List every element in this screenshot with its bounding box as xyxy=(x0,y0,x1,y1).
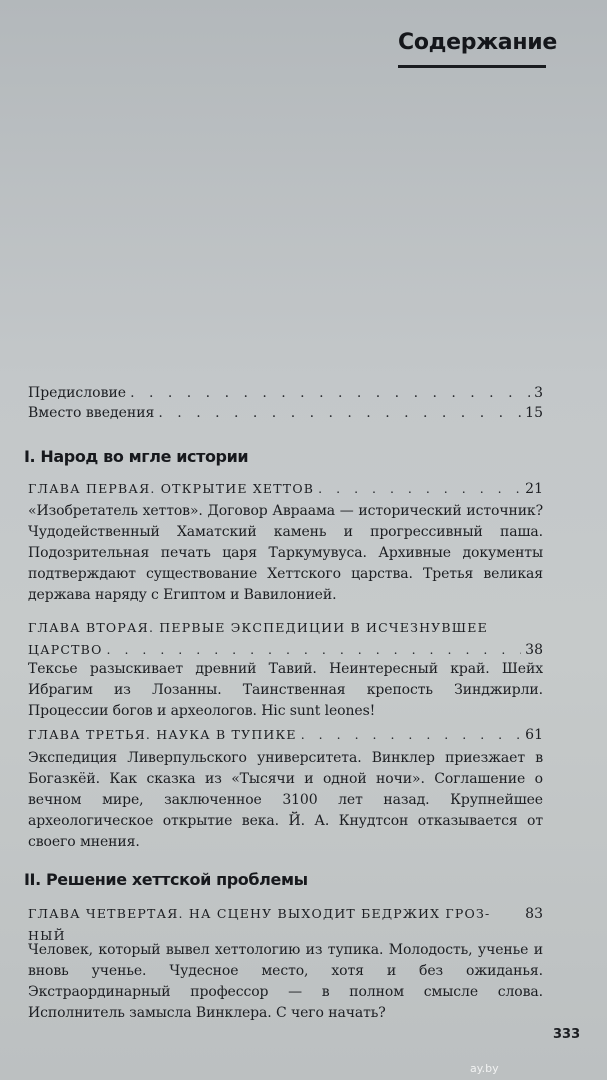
page-number: 333 xyxy=(553,1027,581,1042)
chapter-page: 83 xyxy=(525,906,543,922)
chapter-summary-1: «Изобретатель хеттов». Договор Авраама — исторический источник? Чудодейственный Хаматский камень и прогрессивный паша. Подозрительная печать царя Таркумувуса. Архивные документы подтверждают существование Хеттского царства. Третья великая держава наряду с Египтом и Вавилонией. xyxy=(28,503,543,603)
title-underline xyxy=(398,65,546,68)
chapter-heading-1 xyxy=(28,481,543,497)
chapter-title-line1: ГЛАВА ЧЕТВЕРТАЯ. НА СЦЕНУ ВЫХОДИТ БЕДРЖИХ ГРОЗ- xyxy=(28,906,491,921)
chapter-title-line2-row xyxy=(28,639,543,661)
page-title: Содержание xyxy=(398,30,557,55)
chapter-summary-4: Человек, который вывел хеттологию из тупика. Молодость, ученье и вновь ученье. Чудесное место, хотя и без ожиданья. Экстраординарный профессор — в полном смысле слова. Исполнитель замысла Винклера. С чего начать? xyxy=(28,942,543,1021)
toc-entry-page: 3 xyxy=(534,385,543,401)
leader-dots xyxy=(301,727,521,742)
leader-dots xyxy=(130,385,530,401)
leader-dots xyxy=(158,405,521,421)
chapter-title-line2: ЦАРСТВО xyxy=(28,642,103,657)
chapter-summary-2: Тексье разыскивает древний Тавий. Неинтересный край. Шейх Ибрагим из Лозанны. Таинственная крепость Зинджирли. Процессии богов и археологов. Hic sunt leones! xyxy=(28,661,543,719)
part-heading-2: II. Решение хеттской проблемы xyxy=(24,870,308,889)
toc-entry-label: Предисловие xyxy=(28,385,127,401)
chapter-summary-3: Экспедиция Ливерпульского университета. Винклер приезжает в Богазкёй. Как сказка из «Тысячи и одной ночи». Соглашение о вечном мире, заключенное 3100 лет назад. Крупнейшее археологическое открытие века. Й. А. Кнудтсон отказывается от своего мнения. xyxy=(28,750,543,850)
watermark: ay.by xyxy=(470,1062,499,1075)
chapter-page: 38 xyxy=(525,642,543,658)
chapter-title-line1: ГЛАВА ВТОРАЯ. ПЕРВЫЕ ЭКСПЕДИЦИИ В ИСЧЕЗНУВШЕЕ xyxy=(28,620,488,635)
toc-entry-preface xyxy=(28,385,543,401)
leader-dots xyxy=(107,639,522,661)
chapter-title-line2: НЫЙ xyxy=(28,928,66,943)
chapter-heading-2 xyxy=(28,617,543,661)
chapter-page: 21 xyxy=(525,481,543,497)
toc-entry-page: 15 xyxy=(525,405,543,421)
leader-dots xyxy=(318,481,521,496)
chapter-page: 61 xyxy=(525,727,543,743)
part-heading-1: I. Народ во мгле истории xyxy=(24,447,249,466)
chapter-title: ГЛАВА ПЕРВАЯ. ОТКРЫТИЕ ХЕТТОВ xyxy=(28,481,315,496)
chapter-title: ГЛАВА ТРЕТЬЯ. НАУКА В ТУПИКЕ xyxy=(28,727,297,742)
toc-entry-introduction xyxy=(28,405,543,421)
chapter-heading-3 xyxy=(28,727,543,743)
toc-entry-label: Вместо введения xyxy=(28,405,155,421)
chapter-title-line1-row xyxy=(28,903,543,925)
